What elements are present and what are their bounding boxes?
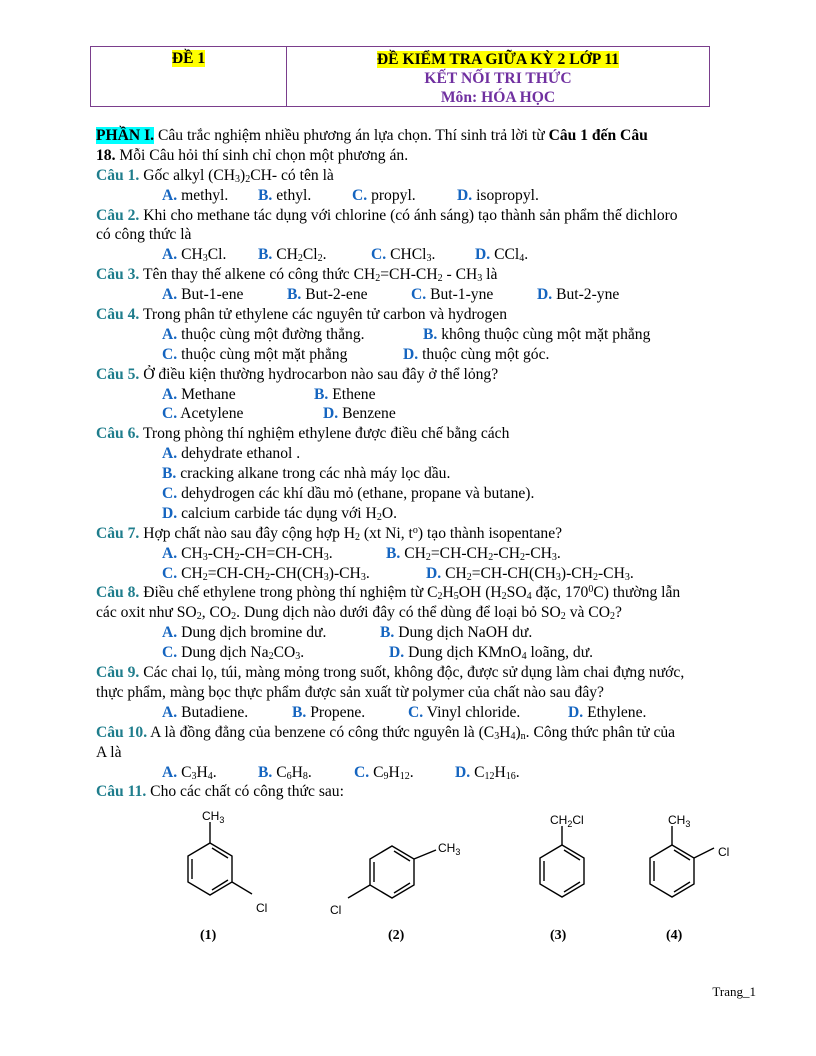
part1-line2: 18. Mỗi Câu hỏi thí sinh chỉ chọn một phương án. [96,146,409,164]
exam-subject: Môn: HÓA HỌC [440,89,556,106]
question-3: Câu 3. Tên thay thế alkene có công thức $CH_2=CH-CH_2 - CH_3$ là [96,266,498,285]
question-7: Câu 7. Hợp chất nào sau đây cộng hợp $H_2$ (xt Ni, $t^o$) tạo thành isopentane? [96,524,563,543]
question-5: Câu 5. Ở điều kiện thường hydrocarbon nào sau đây ở thể lỏng? [96,365,499,383]
structure-1-cl: Cl [256,901,268,915]
question-10: Câu 10. A là đồng đẳng của benzene có công thức nguyên là $(C_3H_4)_n$. Công thức phân tử của [96,723,676,742]
structure-4-ch3: $CH_3$ [668,813,691,829]
question-2-options: A. $CH_3Cl$. B. $CH_2Cl_2$. C. CHCl$_3$. D. CCl$_4$. [162,246,529,265]
question-1: Câu 1. Gốc alkyl $(CH_3)_2CH-$ có tên là [96,166,334,185]
exam-code: ĐỀ 1 [171,50,206,67]
structure-3-ch2cl: $CH_2Cl$ [550,813,584,829]
structure-3-caption: (3) [550,928,567,943]
structure-4 [630,808,740,923]
exam-code-cell [91,47,287,106]
structure-2-cl: Cl [330,903,342,917]
part1-label: PHẦN I. [96,127,155,144]
exam-title-cell [287,47,709,106]
question-8: Câu 8. Điều chế ethylene trong phòng thí nghiệm từ $C_2H_5OH$ ($H_2SO_4$ đặc, $170^0C$) thường lẫn [96,584,681,603]
question-2: Câu 2. Khi cho methane tác dụng với chlorine (có ánh sáng) tạo thành sản phẩm thế dichloro [96,206,678,224]
structure-4-caption: (4) [666,928,683,943]
question-11: Câu 11. Cho các chất có công thức sau: [96,783,344,801]
structure-1 [160,808,280,923]
question-9: Câu 9. Các chai lọ, túi, màng mỏng trong suốt, không độc, được sử dụng làm chai đựng nước, [96,664,685,682]
question-content: PHẦN I. Câu trắc nghiệm nhiều phương án lựa chọn. Thí sinh trả lời từ Câu 1 đến Câu 18. Mỗi Câu hỏi thí sinh chỉ chọn một phương án. Câu 1. Gốc alkyl $(CH_3)_2CH-$ có tên là A. methyl. B. ethyl. C. propyl. D. isopropyl. Câu 2. Khi cho methane tác dụng với chlorine (có ánh sáng) tạo thành sản phẩm thế dichloro có công thức là A. $CH_3Cl$. B. $CH_2Cl_2$. C. CHCl$_3$. D. CCl$_4$. Câu 3. Tên thay thế alkene có công thức $CH_2=CH-CH_2 - CH_3$ là A. But-1-ene B. But-2-ene C. But-1-yne D. But-2-yne Câu 4. Trong phân tử ethylene các nguyên tử carbon và hydrogen A. thuộc cùng một đường thẳng. B. không thuộc cùng một mặt phẳng C. thuộc cùng một mặt phẳng D. thuộc cùng một góc. Câu 5. Ở điều kiện thường hydrocarbon nào sau đây ở thể lỏng? A. Methane B. Ethene C. Acetylene D. Benzene Câu 6. Trong phòng thí nghiệm ethylene được điều chế bằng cách A. dehydrate ethanol . B. cracking alkane trong các nhà máy lọc dầu. C. dehydrogen các khí dầu mỏ (ethane, propane và butane). D. calcium carbide tác dụng với $H_2O$. Câu 7. Hợp chất nào sau đây cộng hợp $H_2$ (xt Ni, $t^o$) tạo thành isopentane? A. $CH_3-CH_2-CH=CH-CH_3$. B. $CH_2=CH-CH_2-CH_2-CH_3$. C. $CH_2=CH-CH_2-CH(CH_3)-CH_3$. D. $CH_2=CH-CH(CH_3)-CH_2-CH_3$. Câu 8. Điều chế ethylene trong phòng thí nghiệm từ $C_2H_5OH$ ($H_2SO_4$ đặc, $170^0C$) thường lẫn các oxit như $SO_2$, $CO_2$. Dung dịch nào dưới đây có thể dùng để loại bỏ $SO_2$ và $CO_2$? A. Dung dịch bromine dư. B. Dung dịch NaOH dư. C. Dung dịch $Na_2CO_3$. D. Dung dịch KMnO$_4$ loãng, dư. Câu 9. Các chai lọ, túi, màng mỏng trong suốt, không độc, được sử dụng làm chai đựng nước, thực phẩm, màng bọc thực phẩm được sản xuất từ polymer của chất nào sau đây? A. Butadiene. B. Propene. C. Vinyl chloride. D. Ethylene. Câu 10. A là đồng đẳng của benzene có công thức nguyên là $(C_3H_4)_n$. Công thức phân tử của A là A. $C_3H_4$. B. $C_6H_8$. C. $C_9H_{12}$. D. $C_{12}H_{16}$. Câu 11. Cho các chất có công thức sau: [96,126,756,802]
part1-line1: PHẦN I. Câu trắc nghiệm nhiều phương án lựa chọn. Thí sinh trả lời từ Câu 1 đến Câu [96,127,648,144]
question-3-options: A. But-1-ene B. But-2-ene C. But-1-yne D. But-2-yne [162,286,620,304]
exam-series: KẾT NỐI TRI THỨC [424,70,572,87]
page-footer: Trang_1 [712,984,756,999]
structure-2-ch3: $CH_3$ [438,841,461,857]
question-4: Câu 4. Trong phân tử ethylene các nguyên tử carbon và hydrogen [96,306,507,324]
question-1-options: A. methyl. B. ethyl. C. propyl. D. isopropyl. [162,186,539,204]
structure-4-cl: Cl [718,845,730,859]
structure-1-caption: (1) [200,928,217,943]
question-6: Câu 6. Trong phòng thí nghiệm ethylene được điều chế bằng cách [96,425,510,443]
exam-title: ĐỀ KIỂM TRA GIỮA KỲ 2 LỚP 11 [376,51,620,68]
structure-3 [520,808,610,923]
header-box [90,46,710,107]
structure-1-ch3: $CH_3$ [202,809,225,825]
structure-2 [328,808,478,923]
structure-2-caption: (2) [388,928,405,943]
